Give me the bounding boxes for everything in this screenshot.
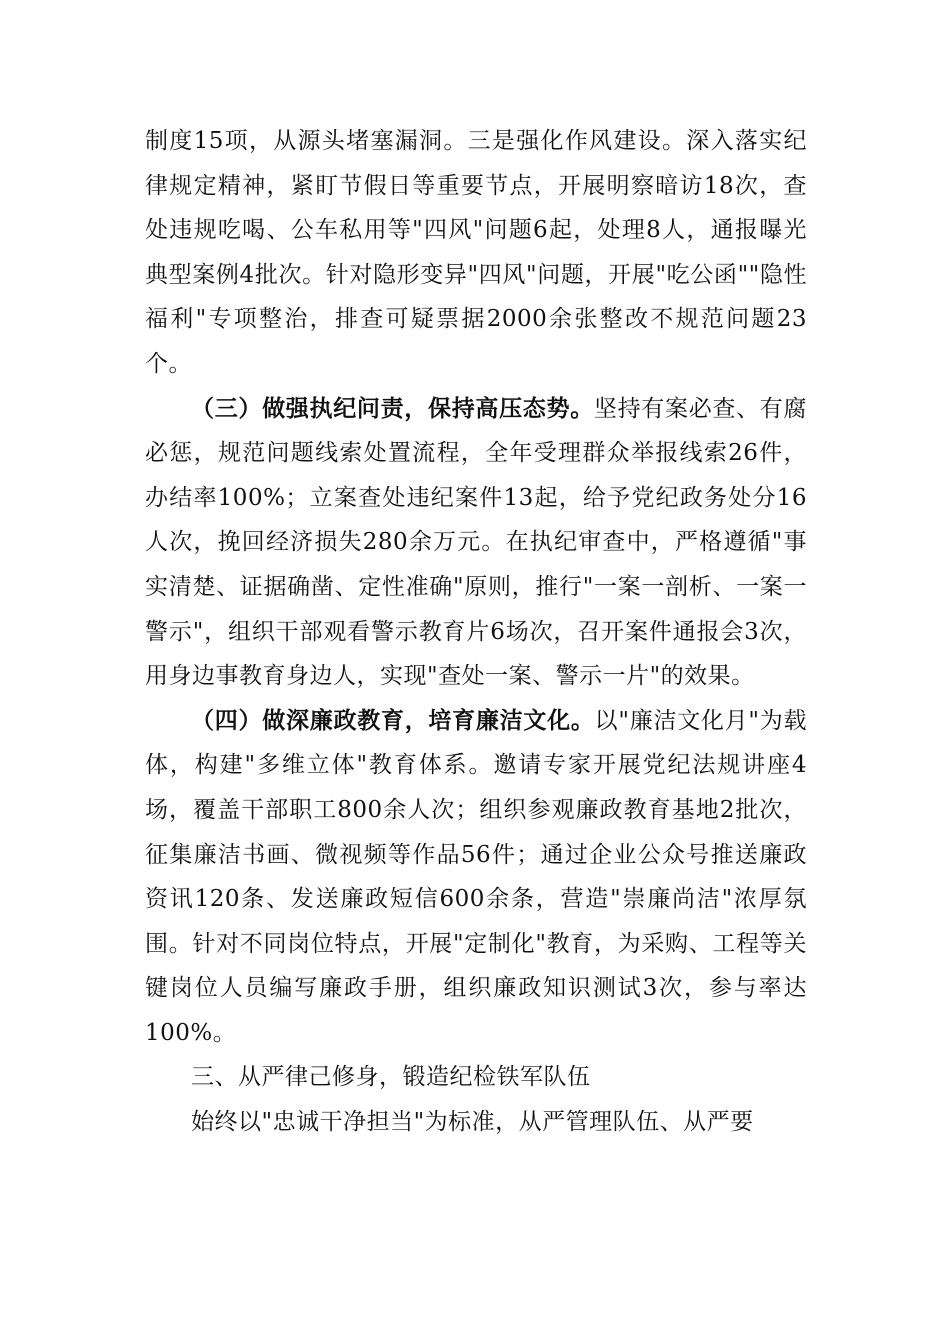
paragraph-lead-heading: （四）做深廉政教育，培育廉洁文化。 <box>191 706 595 734</box>
paragraph-section-4 <box>145 699 807 1056</box>
paragraph-text: 以"廉洁文化月"为载体，构建"多维立体"教育体系。邀请专家开展党纪法规讲座4场，覆盖干部职工800余人次；组织参观廉政教育基地2批次，征集廉洁书画、微视频等作品56件；通过企业公众号推送廉政资讯120条、发送廉政短信600余条，营造"崇廉尚洁"浓厚氛围。针对不同岗位特点，开展"定制化"教育，为采购、工程等关键岗位人员编写廉政手册，组织廉政知识测试3次，参与率达100%。 <box>145 707 807 1046</box>
paragraph-lead-heading: （三）做强执纪问责，保持高压态势。 <box>191 394 594 422</box>
paragraph-section-3 <box>145 387 807 699</box>
paragraph-continuation <box>145 119 807 387</box>
paragraph-text: 制度15项，从源头堵塞漏洞。三是强化作风建设。深入落实纪律规定精神，紧盯节假日等重要节点，开展明察暗访18次，查处违规吃喝、公车私用等"四风"问题6起，处理8人，通报曝光典型案例4批次。针对隐形变异"四风"问题，开展"吃公函""隐性福利"专项整治，排查可疑票据2000余张整改不规范问题23个。 <box>145 128 807 377</box>
section-heading: 三、从严律己修身，锻造纪检铁军队伍 <box>191 1064 591 1091</box>
paragraph-text: 始终以"忠诚干净担当"为标准，从严管理队伍、从严要 <box>191 1109 754 1136</box>
document-body <box>145 119 807 1145</box>
paragraph-text: 坚持有案必查、有腐必惩，规范问题线索处置流程，全年受理群众举报线索26件，办结率100%；立案查处违纪案件13起，给予党纪政务处分16人次，挽回经济损失280余万元。在执纪审查中，严格遵循"事实清楚、证据确凿、定性准确"原则，推行"一案一剖析、一案一警示"，组织干部观看警示教育片6场次，召开案件通报会3次，用身边事教育身边人，实现"查处一案、警示一片"的效果。 <box>145 395 808 690</box>
paragraph-last <box>145 1100 807 1145</box>
